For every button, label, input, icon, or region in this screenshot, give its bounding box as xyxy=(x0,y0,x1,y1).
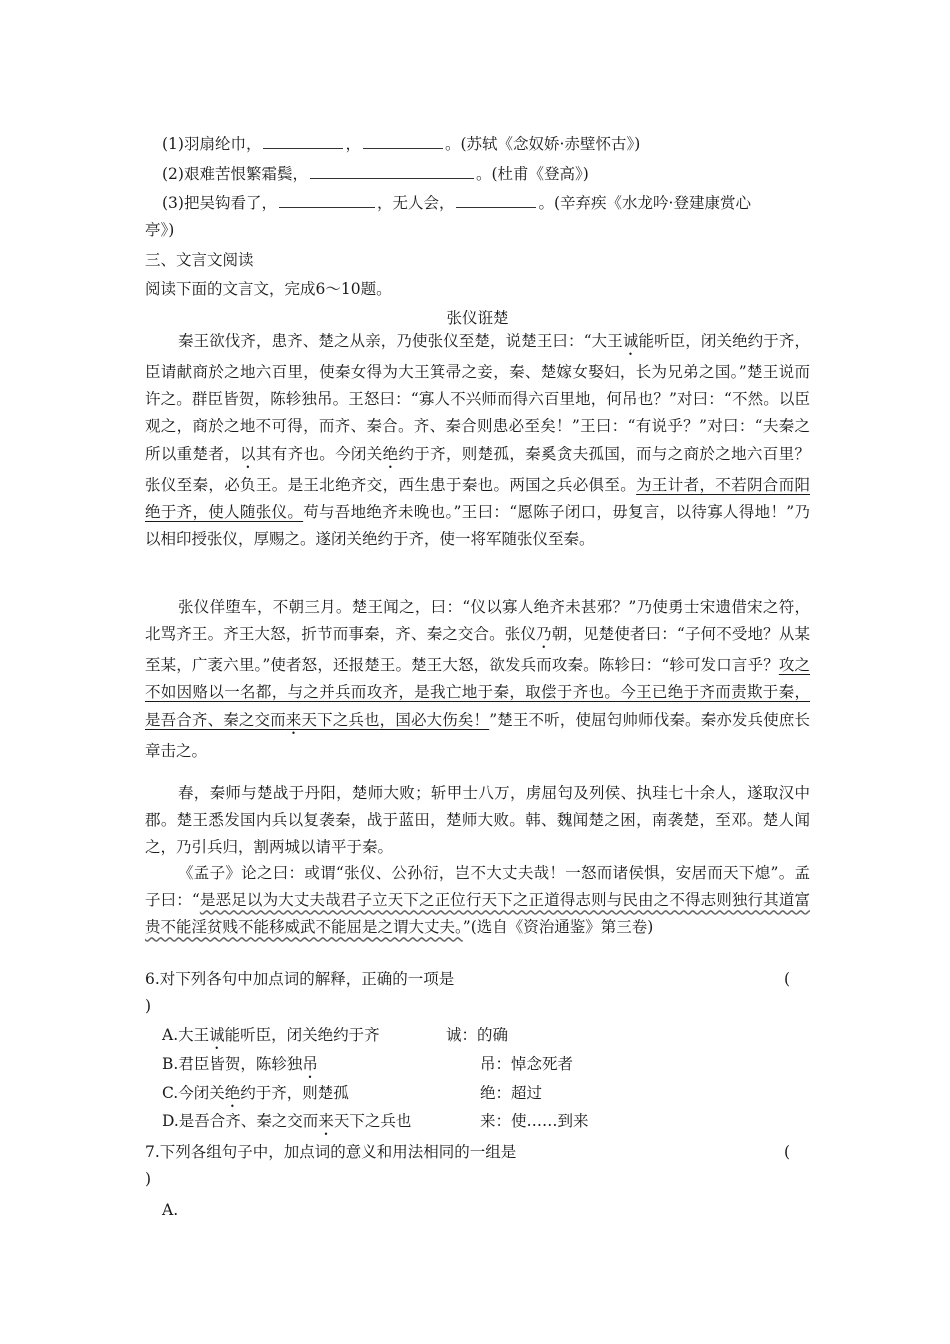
option-b-gloss: 吊：悼念死者 xyxy=(480,1055,574,1073)
fill-in-text: ， xyxy=(345,135,361,153)
answer-blank[interactable] xyxy=(363,132,443,149)
fill-in-source: 。(辛弃疾《水龙吟·登建康赏心 xyxy=(538,194,751,212)
fill-in-text: (2)艰难苦恨繁霜鬓， xyxy=(162,165,308,183)
answer-blank[interactable] xyxy=(263,132,343,149)
option-text: D.是吾合齐、秦之交而 xyxy=(162,1112,319,1130)
option-a[interactable]: A. xyxy=(162,1201,179,1219)
answer-blank[interactable] xyxy=(310,162,474,179)
option-b[interactable] xyxy=(162,1051,318,1082)
option-c[interactable] xyxy=(162,1080,349,1111)
fill-in-text: (3)把吴钩看了， xyxy=(162,194,277,212)
option-text: C.今闭关 xyxy=(162,1084,225,1102)
passage-paragraph-2 xyxy=(145,594,810,765)
text: 秦王欲伐齐，患齐、楚之从亲，乃使张仪至楚，说楚王曰：“大王 xyxy=(178,332,623,350)
option-a[interactable] xyxy=(162,1022,380,1053)
dotted-word: 诚 xyxy=(622,332,639,350)
text: 张仪佯堕车，不朝三月。楚王闻之，曰：“仪以寡人绝齐未甚邪？”乃使勇士宋遗借宋之符，北骂齐王。齐王大怒，折节而事秦，齐、秦之交合。张仪 xyxy=(145,598,810,644)
fill-in-text: (1)羽扇纶巾， xyxy=(162,135,262,153)
option-c-gloss: 绝：超过 xyxy=(480,1084,543,1102)
dotted-word: 诚 xyxy=(209,1026,225,1044)
section-title: 三、文言文阅读 xyxy=(145,251,254,269)
passage-paragraph-3: 春，秦师与楚战于丹阳，楚师大败；斩甲士八万，虏屈匄及列侯、执珪七十余人，遂取汉中郡。楚王悉发国内兵以复袭秦，战于蓝田，楚师大败。韩、魏闻楚之困，南袭楚，至邓。楚人闻之，乃引兵归，割两城以请平于秦。 xyxy=(145,784,810,857)
answer-paren-open[interactable]: ( xyxy=(784,970,791,988)
question-6-stem: 6.对下列各句中加点词的解释，正确的一项是 xyxy=(145,970,455,988)
answer-paren-close: ) xyxy=(145,1170,152,1188)
dotted-word: 吊 xyxy=(302,1055,318,1073)
text: 朝，见楚使者曰：“子何不受地？从某至某，广袤六里。”使者怒，还报楚王。楚王大怒，欲发兵而攻秦。陈轸曰：“轸可发口言乎？ xyxy=(145,625,810,675)
text: 能听臣，闭关绝约于齐，臣请献商於之地六百里，使秦女得为大王箕帚之妾，秦、楚嫁女娶妇，长为兄弟之国。”楚王说而许之。群臣皆贺，陈轸独吊。王怒曰：“寡人不兴师而得六百里地，何吊也？”对曰：“不然。以臣观之，商於之地不可得，而齐、秦合。齐、秦合则患必至矣！”王曰：“有说乎？”对曰：“夫秦之所以重楚者， xyxy=(145,332,810,463)
dotted-word: 绝 xyxy=(382,444,399,463)
option-text: B.君臣皆贺，陈轸独 xyxy=(162,1055,303,1073)
passage-paragraph-4 xyxy=(145,860,810,942)
option-text: 能听臣，闭关绝约于齐 xyxy=(224,1026,380,1044)
option-text: 约于齐，则楚孤 xyxy=(240,1084,349,1102)
fill-in-line-3-cont: 亭》) xyxy=(145,221,175,239)
text: ”(选自《资治通鉴》第三卷) xyxy=(462,918,654,937)
answer-blank[interactable] xyxy=(456,191,536,208)
option-text: 天下之兵也 xyxy=(333,1112,412,1130)
dotted-word: 来 xyxy=(318,1112,334,1130)
fill-in-source: 。(杜甫《登高》) xyxy=(475,165,589,183)
option-text: A.大王 xyxy=(162,1026,210,1044)
question-7-stem: 7.下列各组句子中，加点词的意义和用法相同的一组是 xyxy=(145,1143,517,1161)
instruction: 阅读下面的文言文，完成6～10题。 xyxy=(145,280,392,298)
option-d[interactable] xyxy=(162,1108,411,1139)
wavy-underlined-sentence: 是恶足以为大丈夫哉君子立天下之正位行天下之正道得志则与民由之不得志则独行其道富贵不能淫贫贱不能移威武不能屈是之谓大丈夫。 xyxy=(145,891,810,937)
dotted-word: 来 xyxy=(285,710,302,729)
dotted-word: 绝 xyxy=(224,1084,241,1102)
option-d-gloss: 来：使……到来 xyxy=(480,1112,589,1130)
fill-in-source: 。(苏轼《念奴娇·赤壁怀古》) xyxy=(444,135,641,153)
text: 苟与吾地绝齐未晚也。”王曰：“愿陈子闭口，毋复言，以待寡人得地！”乃以相印授张仪，厚赐之。遂闭关绝约于齐，使一将军随张仪至秦。 xyxy=(145,502,810,549)
fill-in-line-1 xyxy=(162,131,827,157)
fill-in-line-2 xyxy=(162,161,827,187)
dotted-word: 乃 xyxy=(536,625,552,644)
text: 约于齐，则楚孤，秦奚贪夫孤国，而与之商於之地六百里？张仪至秦，必负王。是王北绝齐交，西生患于秦也。两国之兵必俱至。 xyxy=(145,444,810,494)
passage-title: 张仪诳楚 xyxy=(446,309,509,327)
option-a-gloss: 诚：的确 xyxy=(446,1026,509,1044)
passage-paragraph-1 xyxy=(145,328,810,553)
text: 《孟子》论之曰：或谓“张仪、公孙衍，岂不大丈夫哉！一怒而诸侯惧，安居而天下熄”。孟子曰：“ xyxy=(145,864,810,910)
answer-paren-close: ) xyxy=(145,997,152,1015)
fill-in-text: ，无人会， xyxy=(376,194,455,212)
dotted-word: 以 xyxy=(240,444,256,463)
fill-in-line-3 xyxy=(162,190,827,216)
underlined-sentence: 为王计者，不若阴合而阳绝于齐，使人随张仪。 xyxy=(145,475,810,521)
text: 其有齐也。今闭关 xyxy=(255,444,383,463)
answer-blank[interactable] xyxy=(279,191,375,208)
answer-paren-open[interactable]: ( xyxy=(784,1143,791,1161)
underlined-sentence: 天下之兵也，国必大伤矣！ xyxy=(301,710,490,729)
text: ”楚王不听，使屈匄帅师伐秦。秦亦发兵使庶长章击之。 xyxy=(145,710,810,760)
underlined-sentence: 攻之不如因赂以一名都，与之并兵而攻齐，是我亡地于秦，取偿于齐也。今王已绝于齐而责欺于秦，是吾合齐、秦之交而 xyxy=(145,656,810,729)
